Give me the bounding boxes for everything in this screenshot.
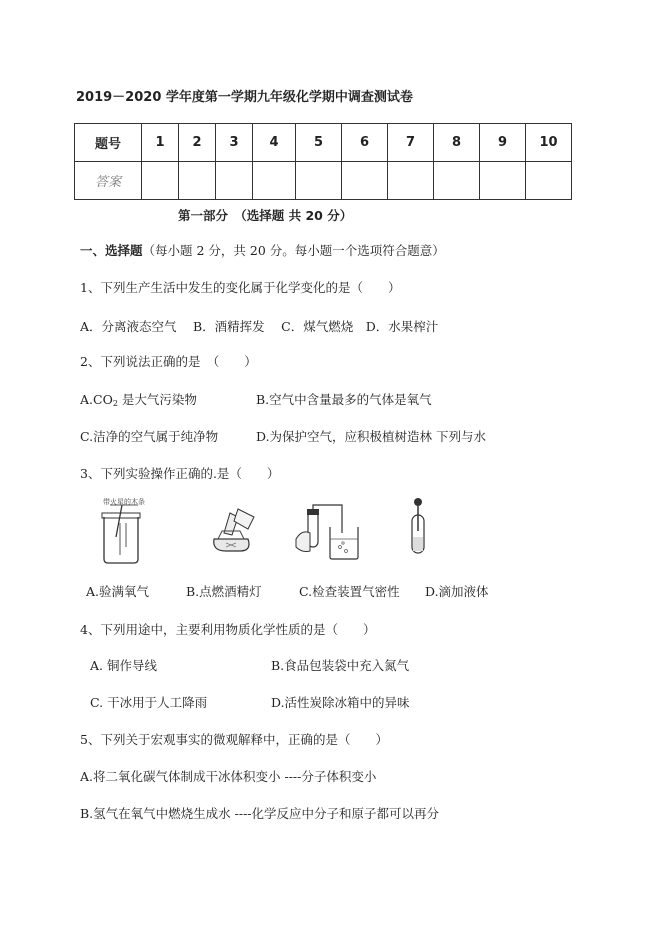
- table-cell-number: 8: [434, 124, 480, 162]
- dropper-figure: [405, 497, 431, 557]
- answer-cell[interactable]: [296, 162, 342, 200]
- oxygen-test-figure: [98, 503, 148, 565]
- question-3-option-d: D.滴加液体: [425, 584, 489, 599]
- page-title: 2019－2020 学年度第一学期九年级化学期中调查测试卷: [76, 90, 413, 105]
- answer-cell[interactable]: [480, 162, 526, 200]
- question-2-stem: 2、下列说法正确的是 （ ）: [80, 354, 257, 369]
- question-2-option-c: C.洁净的空气属于纯净物: [80, 429, 219, 444]
- q2-a-sub: 2: [112, 399, 118, 408]
- question-3-option-b: B.点燃酒精灯: [186, 584, 262, 599]
- question-2-option-d: D.为保护空气，应积极植树造林 下列与水: [256, 429, 487, 444]
- question-5-option-a: A.将二氧化碳气体制成干冰体积变小 ----分子体积变小: [80, 769, 377, 784]
- table-cell-number: 9: [480, 124, 526, 162]
- answer-row-label: 答案: [75, 162, 142, 200]
- airtight-check-figure: [294, 503, 374, 561]
- answer-cell[interactable]: [526, 162, 572, 200]
- table-cell-number: 10: [526, 124, 572, 162]
- part-heading: [80, 241, 445, 259]
- answer-cell[interactable]: [216, 162, 253, 200]
- question-4-option-c: C. 干冰用于人工降雨: [90, 695, 208, 710]
- alcohol-lamp-figure: [204, 503, 260, 555]
- table-cell-number: 5: [296, 124, 342, 162]
- question-2-option-a: [80, 390, 197, 408]
- answer-cell[interactable]: [142, 162, 179, 200]
- section-title: 第一部分 （选择题 共 20 分）: [178, 208, 353, 223]
- table-cell-number: 4: [253, 124, 296, 162]
- question-5-option-b: B.氢气在氧气中燃烧生成水 ----化学反应中分子和原子都可以再分: [80, 806, 440, 821]
- question-3-stem: 3、下列实验操作正确的.是（ ）: [80, 466, 280, 481]
- answer-cell[interactable]: [434, 162, 480, 200]
- figure-caption: 带火星的木条: [103, 498, 145, 506]
- q2-a-pre: A.CO: [80, 392, 113, 407]
- table-row: [75, 124, 572, 162]
- question-5-stem: 5、下列关于宏观事实的微观解释中，正确的是（ ）: [80, 732, 388, 747]
- question-2-option-b: B.空气中含量最多的气体是氧气: [256, 392, 432, 407]
- question-4-stem: 4、下列用途中，主要利用物质化学性质的是（ ）: [80, 622, 376, 637]
- question-1-options: A．分离液态空气 B．酒精挥发 C．煤气燃烧 D．水果榨汁: [80, 319, 439, 334]
- answer-cell[interactable]: [342, 162, 388, 200]
- table-row: [75, 162, 572, 200]
- question-1-stem: 1、下列生产生活中发生的变化属于化学变化的是（ ）: [80, 280, 401, 295]
- question-4-option-a: A. 铜作导线: [90, 658, 157, 673]
- table-cell-number: 3: [216, 124, 253, 162]
- answer-cell[interactable]: [179, 162, 216, 200]
- table-cell-number: 6: [342, 124, 388, 162]
- table-cell-number: 7: [388, 124, 434, 162]
- question-3-option-c: C.检查装置气密性: [299, 584, 400, 599]
- table-header-label: 题号: [75, 124, 142, 162]
- question-4-option-d: D.活性炭除冰箱中的异味: [271, 695, 410, 710]
- question-4-option-b: B.食品包装袋中充入氮气: [271, 658, 410, 673]
- question-3-option-a: A.验满氧气: [86, 584, 150, 599]
- table-cell-number: 1: [142, 124, 179, 162]
- q2-a-post: 是大气污染物: [117, 392, 197, 407]
- answer-cell[interactable]: [253, 162, 296, 200]
- answer-cell[interactable]: [388, 162, 434, 200]
- part-heading-rest: （每小题 2 分，共 20 分。每小题一个选项符合题意）: [142, 243, 445, 258]
- part-heading-bold: 一、选择题: [80, 243, 143, 258]
- answer-table: [74, 123, 572, 200]
- table-cell-number: 2: [179, 124, 216, 162]
